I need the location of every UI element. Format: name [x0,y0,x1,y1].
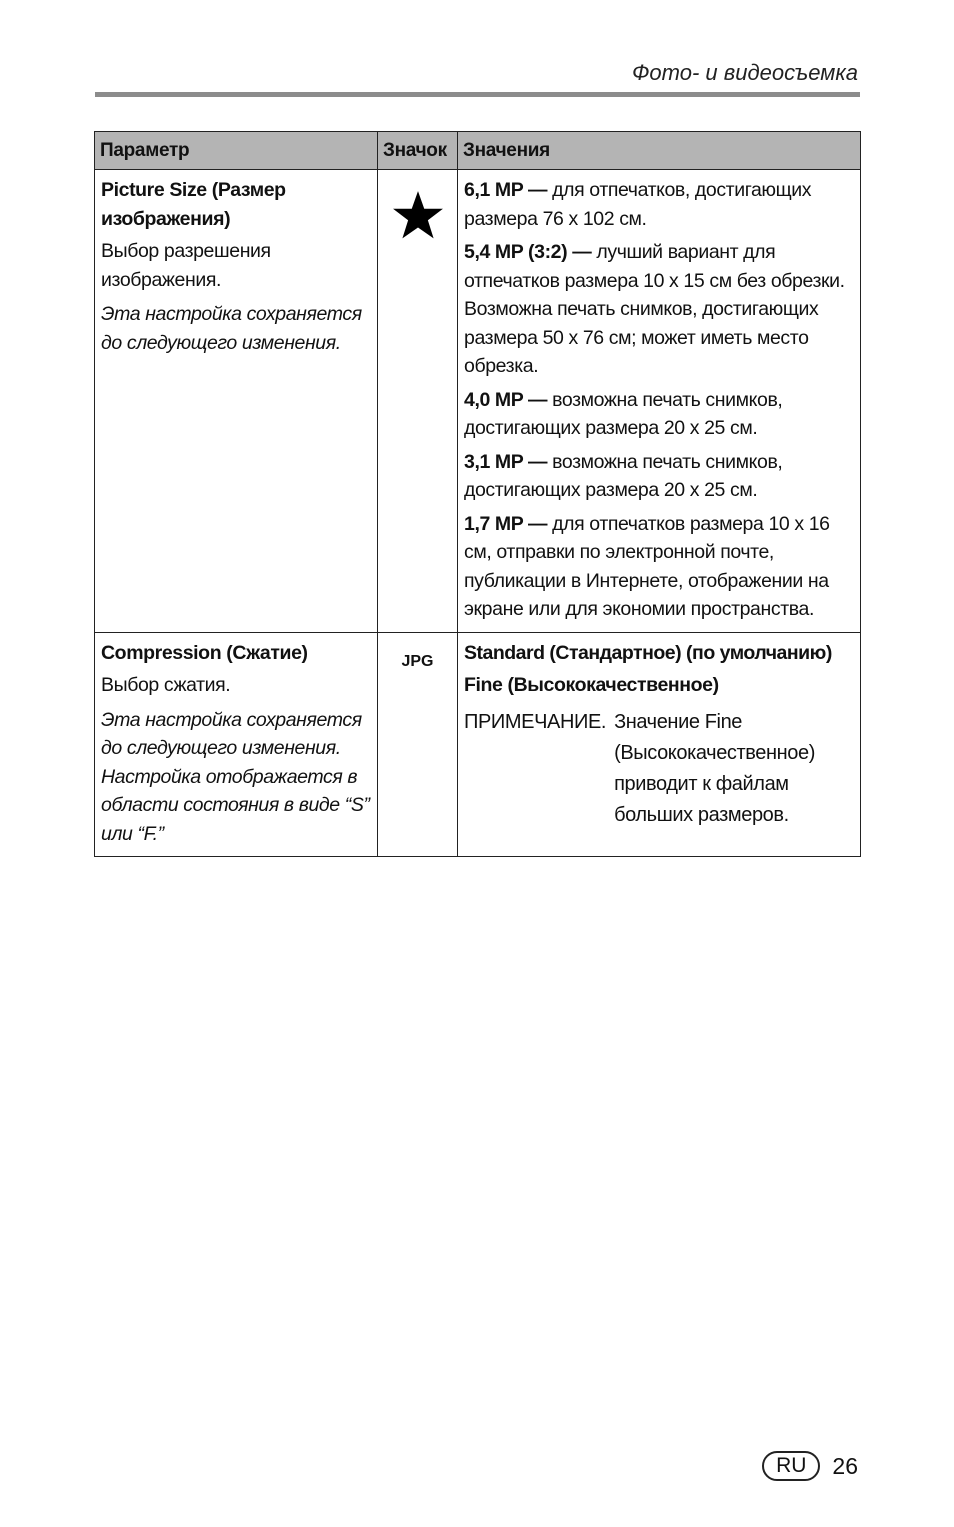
parameter-cell [95,632,378,857]
parameter-note: Эта настройка сохраняется до следующего изменения. Настройка отображается в области состояния в виде “S” или “F.” [101,708,370,845]
table-row [95,170,861,633]
value-item [464,238,854,381]
value-label: 1,7 MP — [464,512,548,535]
value-text: возможна печать снимков, достигающих размера 20 x 25 см. [464,388,783,439]
value-text: лучший вариант для отпечатков размера 10 x 15 см без обрезки. Возможна печать снимков, достигающих размера 50 x 76 см; может иметь место обрезка. [464,241,845,377]
icon-cell [378,632,458,857]
value-label: 4,0 MP — [464,388,548,411]
table-header-row [95,132,861,170]
header-divider [95,92,860,97]
parameter-name: Picture Size (Размер изображения) [101,179,286,230]
fine-option: Fine (Высококачественное) [464,674,719,696]
section-title: Фото- и видеосъемка [631,60,858,85]
parameter-cell [95,170,378,633]
value-label: 5,4 MP (3:2) — [464,241,592,263]
icon-cell [378,170,458,633]
parameter-note: Эта настройка сохраняется до следующего изменения. [101,303,362,354]
values-cell [458,170,861,633]
note-text: Значение Fine (Высококачественное) приводит к файлам больших размеров. [614,710,815,826]
note-label: ПРИМЕЧАНИЕ. [464,710,607,733]
jpg-icon: JPG [401,652,434,670]
value-item [464,510,854,624]
value-item [464,448,854,505]
note-block [464,708,854,831]
language-badge: RU [762,1451,820,1481]
standard-option: Standard (Стандартное) (по умолчанию) [464,641,832,664]
value-item [464,386,854,443]
table-row [95,632,861,857]
value-text: для отпечатков размера 10 x 16 см, отправки по электронной почте, публикации в Интернете, отображении на экране или для экономии пространства. [464,512,830,620]
column-header-values: Значения [458,132,861,170]
parameter-description: Выбор разрешения изображения. [101,240,271,291]
parameter-description: Выбор сжатия. [101,674,231,696]
value-text: возможна печать снимков, достигающих размера 20 x 25 см. [464,450,783,501]
star-icon [392,190,444,240]
parameter-name: Compression (Сжатие) [101,641,308,664]
column-header-parameter: Параметр [95,132,378,170]
settings-table [94,131,861,857]
value-item [464,176,854,233]
value-label: 3,1 MP — [464,450,548,473]
value-label: 6,1 MP — [464,179,548,201]
values-cell [458,632,861,857]
column-header-icon: Значок [378,132,458,170]
page-number: 26 [832,1452,858,1479]
value-text: для отпечатков, достигающих размера 76 x 102 см. [464,179,812,230]
page-footer [762,1451,858,1481]
